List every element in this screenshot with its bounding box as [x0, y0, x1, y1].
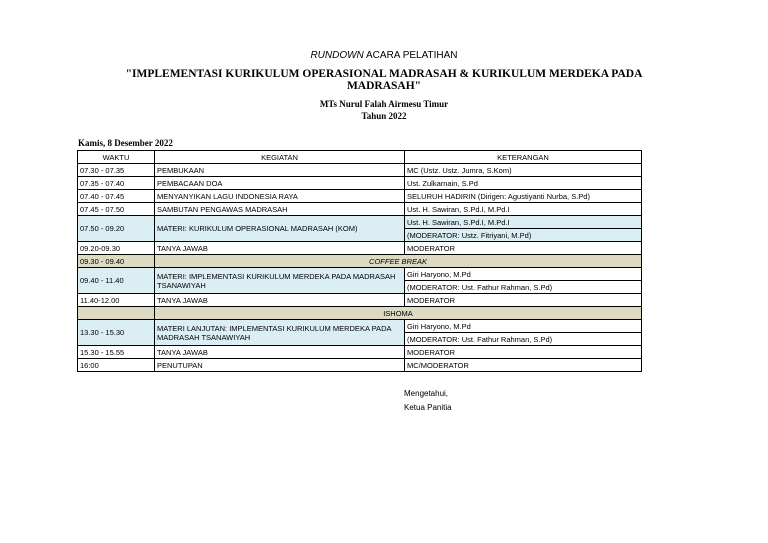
- column-header-kegiatan: KEGIATAN: [155, 151, 405, 164]
- rundown-table: [77, 150, 642, 372]
- break-row: [78, 255, 642, 268]
- table-row: [78, 268, 642, 281]
- activity-cell: MATERI LANJUTAN: IMPLEMENTASI KURIKULUM MERDEKA PADA MADRASAH TSANAWIYAH: [155, 320, 405, 346]
- note-cell: MODERATOR: [405, 242, 642, 255]
- table-row: [78, 346, 642, 359]
- table-row: [78, 242, 642, 255]
- activity-cell: PEMBACAAN DOA: [155, 177, 405, 190]
- note-cell: Giri Haryono, M.Pd: [405, 320, 642, 333]
- school-name: MTs Nurul Falah Airmesu Timur: [319, 99, 449, 109]
- activity-cell: MATERI: IMPLEMENTASI KURIKULUM MERDEKA PADA MADRASAH TSANAWIYAH: [155, 268, 405, 294]
- title-line1: "IMPLEMENTASI KURIKULUM OPERASIONAL MADRASAH & KURIKULUM MERDEKA PADA: [125, 68, 643, 80]
- signature-acknowledged: Mengetahui,: [404, 389, 449, 398]
- time-cell: 07.35 - 07.40: [78, 177, 155, 190]
- time-cell: 16:00: [78, 359, 155, 372]
- table-row: [78, 359, 642, 372]
- activity-cell: PENUTUPAN: [155, 359, 405, 372]
- time-cell: 13.30 - 15.30: [78, 320, 155, 346]
- moderator-cell: (MODERATOR: Ust. Fathur Rahman, S.Pd): [405, 281, 642, 294]
- time-cell: 07.40 - 07.45: [78, 190, 155, 203]
- header-line1: [0, 50, 768, 61]
- time-cell: 07.30 - 07.35: [78, 164, 155, 177]
- time-cell: 09.20-09.30: [78, 242, 155, 255]
- activity-cell: PEMBUKAAN: [155, 164, 405, 177]
- activity-cell: TANYA JAWAB: [155, 294, 405, 307]
- event-date: Kamis, 8 Desember 2022: [78, 138, 173, 148]
- coffee-break-label: COFFEE BREAK: [155, 255, 642, 268]
- time-cell: 15.30 - 15.55: [78, 346, 155, 359]
- note-cell: MC (Ustz. Ustz. Jumra, S.Kom): [405, 164, 642, 177]
- document-title: [0, 68, 768, 92]
- time-cell: 11.40-12.00: [78, 294, 155, 307]
- document-subtitle: [0, 98, 768, 122]
- header-rundown: RUNDOWN: [310, 50, 364, 61]
- note-cell: MODERATOR: [405, 346, 642, 359]
- note-cell: Giri Haryono, M.Pd: [405, 268, 642, 281]
- year: Tahun 2022: [361, 111, 407, 121]
- table-row: [78, 320, 642, 333]
- activity-cell: TANYA JAWAB: [155, 346, 405, 359]
- table-row: [78, 203, 642, 216]
- note-cell: MC/MODERATOR: [405, 359, 642, 372]
- time-cell: [78, 307, 155, 320]
- activity-cell: MENYANYIKAN LAGU INDONESIA RAYA: [155, 190, 405, 203]
- table-row: [78, 294, 642, 307]
- signature-chairman: Ketua Panitia: [404, 403, 452, 412]
- activity-cell: MATERI: KURIKULUM OPERASIONAL MADRASAH (KOM): [155, 216, 405, 242]
- note-cell: SELURUH HADIRIN (Dirigen: Agustiyanti Nurba, S.Pd): [405, 190, 642, 203]
- break-row: [78, 307, 642, 320]
- time-cell: 09.30 - 09.40: [78, 255, 155, 268]
- activity-cell: TANYA JAWAB: [155, 242, 405, 255]
- column-header-waktu: WAKTU: [78, 151, 155, 164]
- table-row: [78, 177, 642, 190]
- time-cell: 07.50 - 09.20: [78, 216, 155, 242]
- moderator-cell: (MODERATOR: Ustz. Fitriyani, M.Pd): [405, 229, 642, 242]
- title-line2: MADRASAH": [346, 80, 422, 92]
- time-cell: 09.40 - 11.40: [78, 268, 155, 294]
- ishoma-label: ISHOMA: [155, 307, 642, 320]
- moderator-cell: (MODERATOR: Ust. Fathur Rahman, S.Pd): [405, 333, 642, 346]
- note-cell: Ust. Zulkarnain, S.Pd: [405, 177, 642, 190]
- time-cell: 07.45 - 07.50: [78, 203, 155, 216]
- table-row: [78, 164, 642, 177]
- header-rest: ACARA PELATIHAN: [363, 50, 458, 61]
- column-header-keterangan: KETERANGAN: [405, 151, 642, 164]
- activity-cell: SAMBUTAN PENGAWAS MADRASAH: [155, 203, 405, 216]
- table-row: [78, 190, 642, 203]
- note-cell: Ust. H. Sawiran, S.Pd.I, M.Pd.I: [405, 203, 642, 216]
- note-cell: MODERATOR: [405, 294, 642, 307]
- table-header-row: [78, 151, 642, 164]
- table-row: [78, 216, 642, 229]
- note-cell: Ust. H. Sawiran, S.Pd.I, M.Pd.I: [405, 216, 642, 229]
